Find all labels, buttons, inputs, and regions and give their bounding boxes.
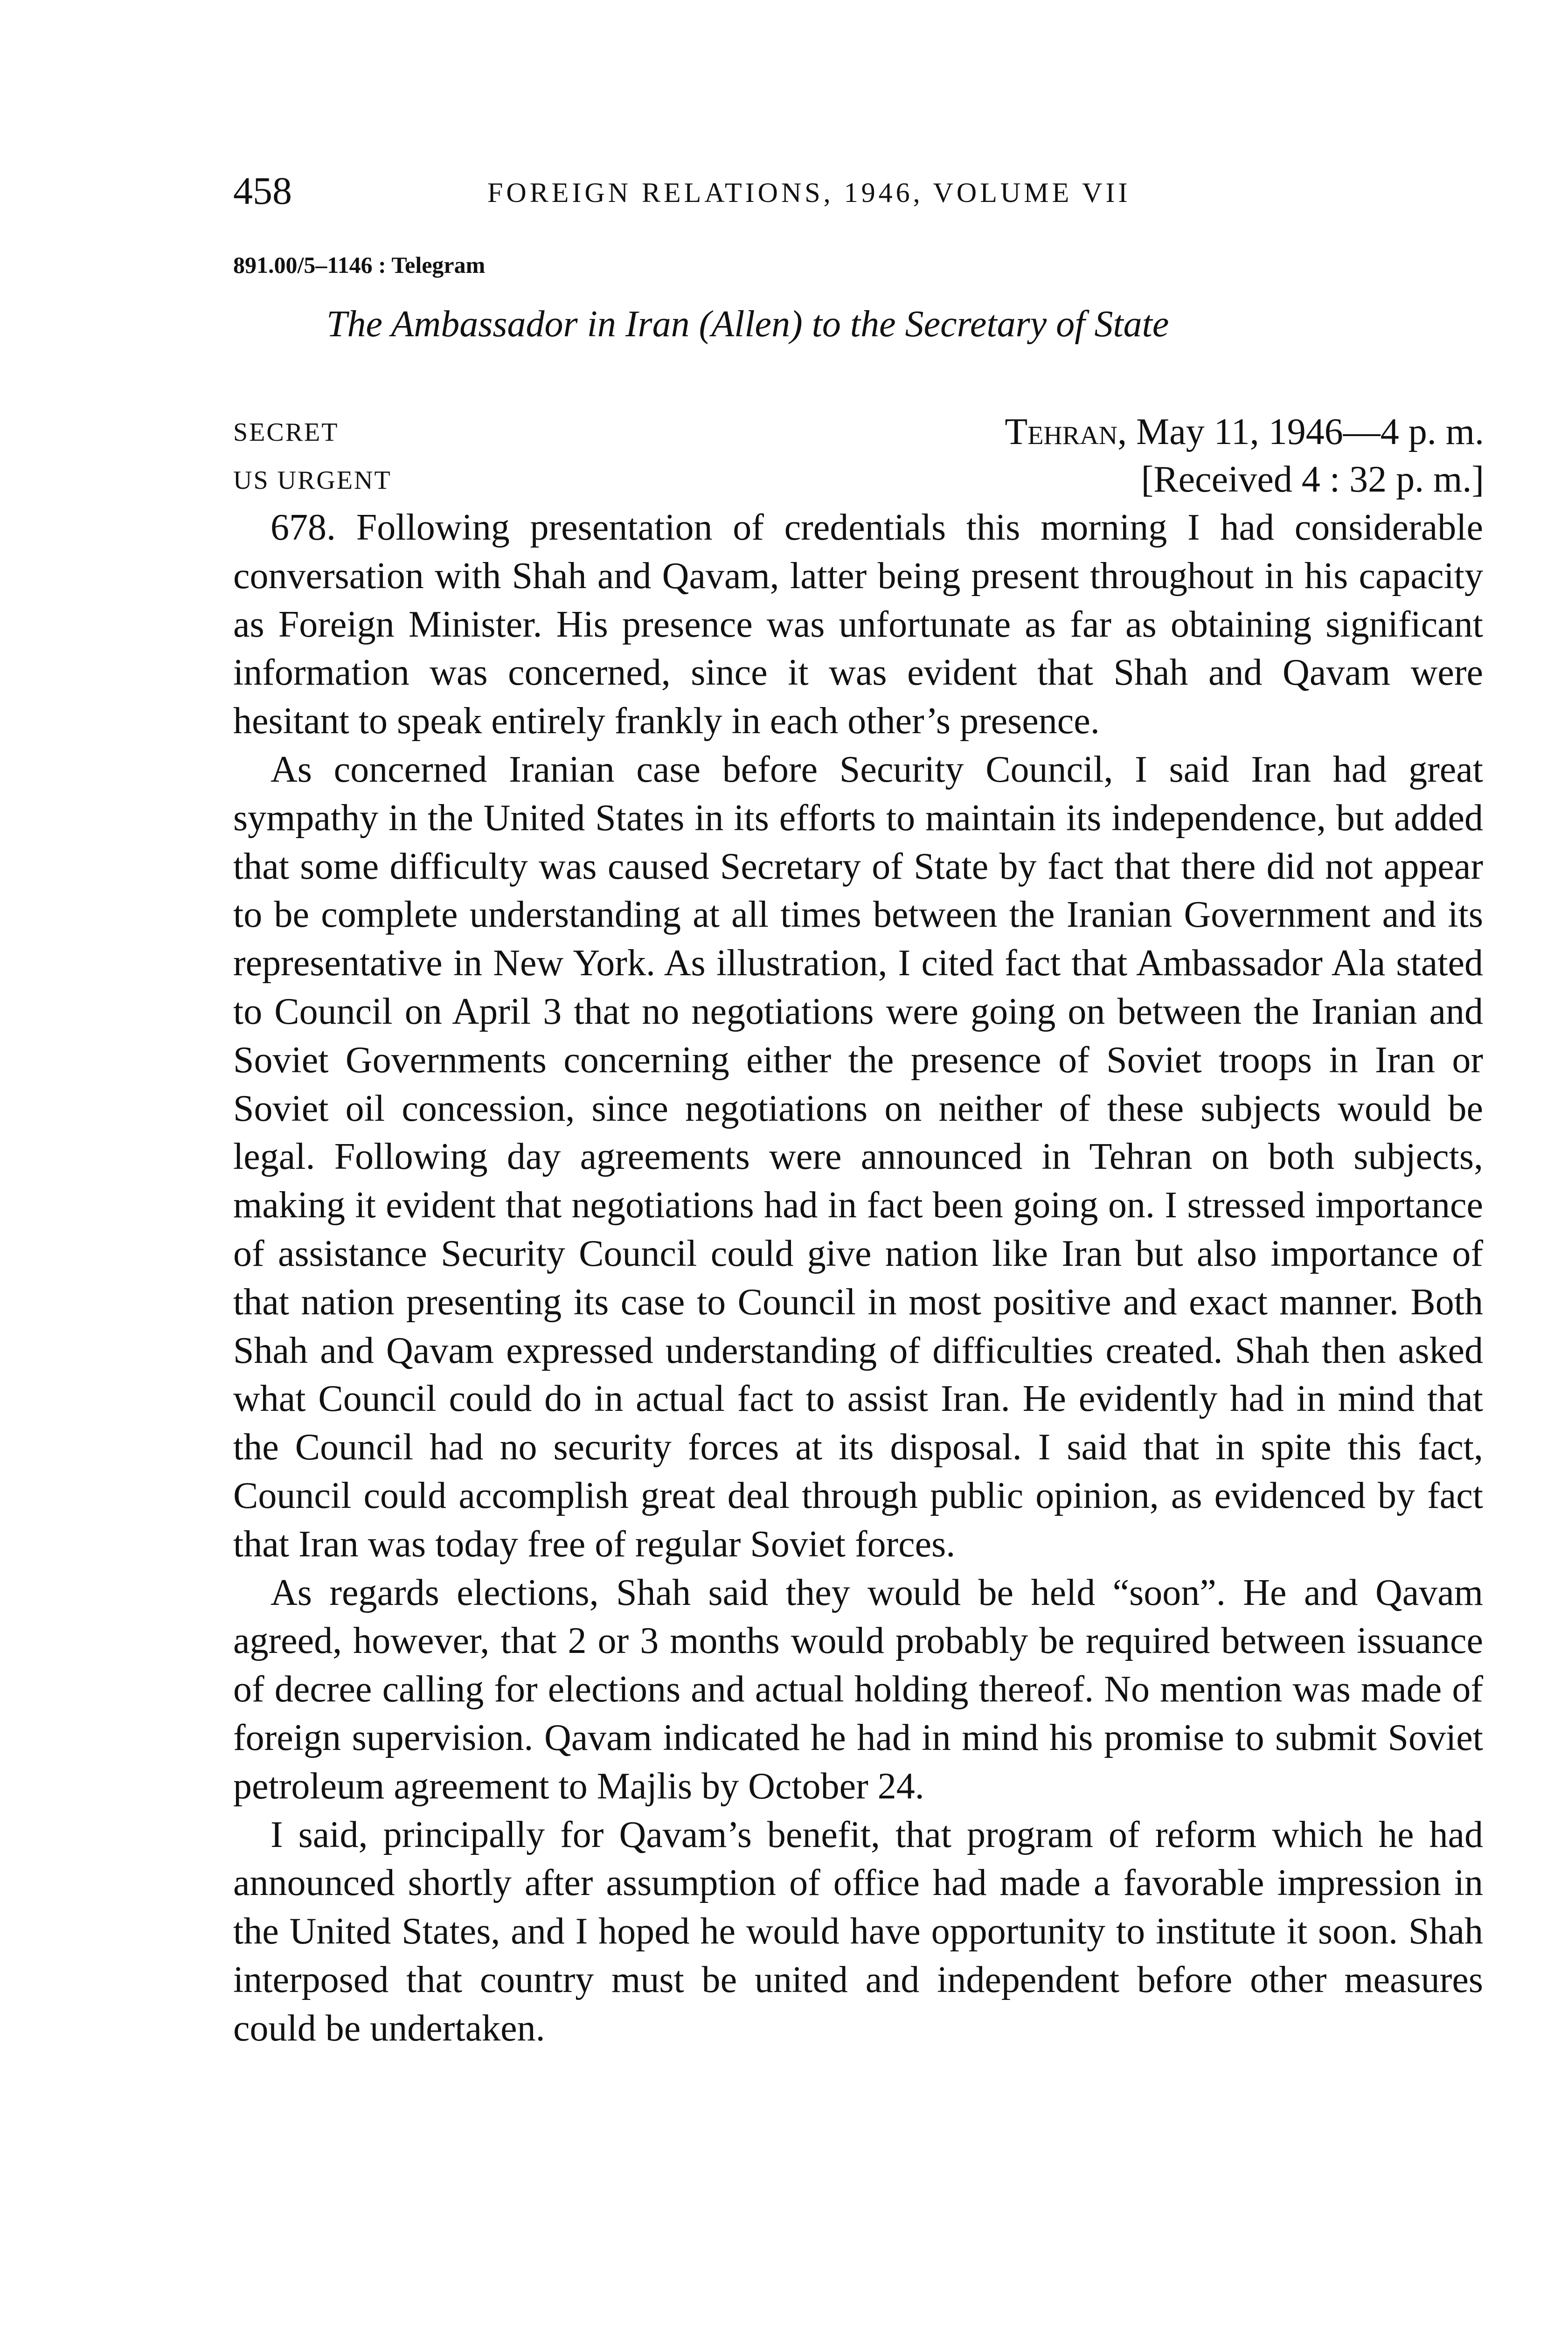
page-number: 458 <box>233 169 292 213</box>
running-head <box>233 168 1287 215</box>
dateline-date: , May 11, 1946—4 p. m. <box>1117 411 1484 452</box>
paragraph: As regards elections, Shah said they would be held “soon”. He and Qavam agreed, however, that 2 or 3 months would probably be required between issuance of decree calling for elections and actual holding thereof. No mention was made of foreign supervision. Qavam indicated he had in mind his promise to submit Soviet petroleum agreement to Majlis by October 24. <box>233 1572 1483 1807</box>
received-time: [Received 4 : 32 p. m.] <box>1141 459 1484 500</box>
paragraph: I said, principally for Qavam’s benefit, that program of reform which he had announced shortly after assumption of office had made a favorable impression in the United States, and I hoped he would have opportunity to institute it soon. Shah interposed that country must be united and independent before other measures could be undertaken. <box>233 1814 1483 2049</box>
document-title: The Ambassador in Iran (Allen) to the Secretary of State <box>326 304 1169 345</box>
running-title: FOREIGN RELATIONS, 1946, VOLUME VII <box>487 177 1131 208</box>
paragraph: As concerned Iranian case before Security Council, I said Iran had great sympathy in the United States in its efforts to maintain its independence, but added that some difficulty was caused Secretary of State by fact that there did not appear to be complete understanding at all times between the Iranian Government and its representative in New York. As illustration, I cited fact that Ambassador Ala stated to Council on April 3 that no negotiations were going on between the Iranian and Soviet Governments concerning either the presence of Soviet troops in Iran or Soviet oil concession, since negotiations on neither of these subjects would be legal. Following day agreements were announced in Tehran on both subjects, making it evident that negotiations had in fact been going on. I stressed importance of assistance Security Council could give nation like Iran but also importance of that nation presenting its case to Council in most positive and exact manner. Both Shah and Qavam expressed understanding of difficulties created. Shah then asked what Council could do in actual fact to assist Iran. He evidently had in mind that the Council had no security forces at its disposal. I said that in spite this fact, Council could accomplish great deal through public opinion, as evidenced by fact that Iran was today free of regular Soviet forces. <box>233 749 1483 1565</box>
classification-urgent: US URGENT <box>233 466 392 495</box>
telegram-body <box>233 504 1483 2053</box>
paragraph: 678. Following presentation of credentials this morning I had considerable conversation with Shah and Qavam, latter being present throughout in his capacity as Foreign Minister. His presence was unfortunate as far as obtaining significant information was concerned, since it was evident that Shah and Qavam were hesitant to speak entirely frankly in each other’s presence. <box>233 507 1483 742</box>
dateline-place: Tehran <box>1005 411 1118 452</box>
document-id: 891.00/5–1146 : Telegram <box>233 252 486 278</box>
classification-secret: SECRET <box>233 418 339 447</box>
dateline <box>1005 409 1484 455</box>
